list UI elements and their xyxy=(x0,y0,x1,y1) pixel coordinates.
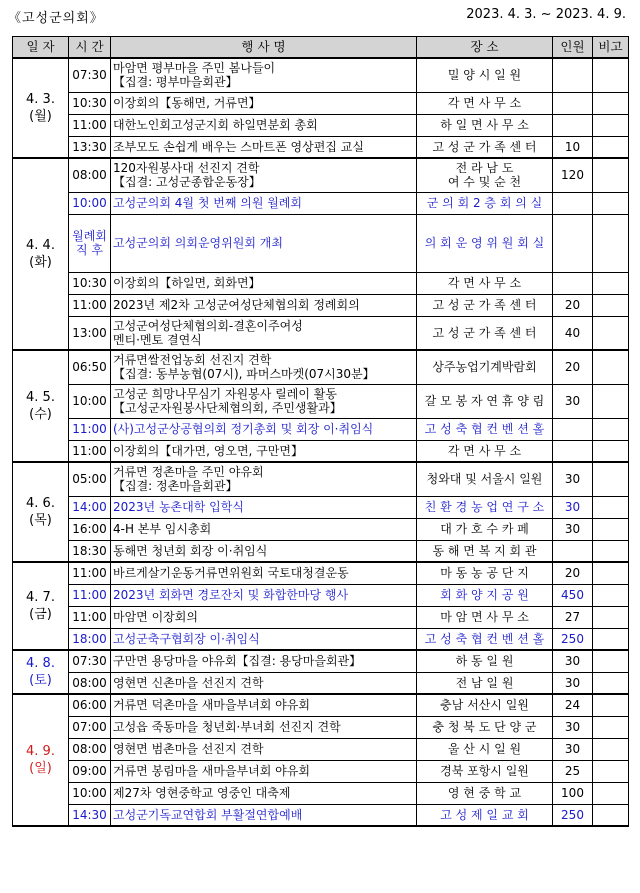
location-cell: 충남 서산시 일원 xyxy=(417,694,553,716)
event-cell: 이장회의【하일면, 회화면】 xyxy=(111,272,417,294)
location-cell: 경북 포항시 일원 xyxy=(417,760,553,782)
table-header-row xyxy=(13,37,629,59)
location-cell: 의 회 운 영 위 원 회 실 xyxy=(417,214,553,272)
note-cell xyxy=(593,672,629,694)
location-cell: 청와대 및 서울시 일원 xyxy=(417,462,553,496)
table-row xyxy=(13,114,629,136)
time-cell: 11:00 xyxy=(69,114,111,136)
note-cell xyxy=(593,192,629,214)
event-cell: 2023년 회화면 경로잔치 및 화합한마당 행사 xyxy=(111,584,417,606)
event-cell: 2023년 제2차 고성군여성단체협의회 정례회의 xyxy=(111,294,417,316)
attendees-cell: 30 xyxy=(553,462,593,496)
table-row xyxy=(13,694,629,716)
note-cell xyxy=(593,540,629,562)
location-cell: 충 청 북 도 단 양 군 xyxy=(417,716,553,738)
day-group xyxy=(13,462,629,562)
time-cell: 11:00 xyxy=(69,584,111,606)
attendees-cell: 30 xyxy=(553,672,593,694)
time-cell: 11:00 xyxy=(69,606,111,628)
attendees-cell: 30 xyxy=(553,518,593,540)
time-cell: 08:00 xyxy=(69,672,111,694)
note-cell xyxy=(593,562,629,584)
time-cell: 07:30 xyxy=(69,58,111,92)
note-cell xyxy=(593,606,629,628)
table-row xyxy=(13,672,629,694)
table-row xyxy=(13,562,629,584)
table-row xyxy=(13,716,629,738)
attendees-cell: 24 xyxy=(553,694,593,716)
day-group xyxy=(13,58,629,158)
time-cell: 13:00 xyxy=(69,316,111,350)
event-cell: 거류면쌀전업농회 선진지 견학 【집결: 동부농협(07시), 파머스마켓(07시30분】 xyxy=(111,350,417,384)
table-row xyxy=(13,294,629,316)
schedule-table xyxy=(12,36,629,827)
table-row xyxy=(13,58,629,92)
date-cell: 4. 5. (수) xyxy=(13,350,69,462)
location-cell: 회 화 양 지 공 원 xyxy=(417,584,553,606)
event-cell: 제27차 영현중학교 영중인 대축제 xyxy=(111,782,417,804)
attendees-cell: 27 xyxy=(553,606,593,628)
time-cell: 11:00 xyxy=(69,562,111,584)
note-cell xyxy=(593,158,629,192)
attendees-cell xyxy=(553,440,593,462)
location-cell: 고 성 축 협 컨 벤 션 홀 xyxy=(417,418,553,440)
event-cell: 고성군여성단체협의회-결혼이주여성 멘티·멘토 결연식 xyxy=(111,316,417,350)
note-cell xyxy=(593,440,629,462)
event-cell: 고성군 희망나무심기 자원봉사 릴레이 활동 【고성군자원봉사단체협의회, 주민생활과】 xyxy=(111,384,417,418)
attendees-cell: 450 xyxy=(553,584,593,606)
time-cell: 05:00 xyxy=(69,462,111,496)
table-row xyxy=(13,518,629,540)
time-cell: 10:00 xyxy=(69,782,111,804)
attendees-cell xyxy=(553,272,593,294)
note-cell xyxy=(593,738,629,760)
col-header-event: 행 사 명 xyxy=(111,37,417,59)
table-row xyxy=(13,272,629,294)
table-row xyxy=(13,540,629,562)
page-header xyxy=(0,0,640,28)
event-cell: 동해면 청년회 회장 이·취임식 xyxy=(111,540,417,562)
attendees-cell xyxy=(553,192,593,214)
col-header-time: 시 간 xyxy=(69,37,111,59)
event-cell: 영현면 신촌마을 선진지 견학 xyxy=(111,672,417,694)
note-cell xyxy=(593,804,629,826)
attendees-cell: 250 xyxy=(553,628,593,650)
event-cell: 이장회의【대가면, 영오면, 구만면】 xyxy=(111,440,417,462)
location-cell: 하 일 면 사 무 소 xyxy=(417,114,553,136)
event-cell: 고성군의회 4월 첫 번째 의원 월례회 xyxy=(111,192,417,214)
note-cell xyxy=(593,496,629,518)
time-cell: 18:00 xyxy=(69,628,111,650)
location-cell: 고 성 제 일 교 회 xyxy=(417,804,553,826)
time-cell: 06:50 xyxy=(69,350,111,384)
event-cell: 2023년 농촌대학 입학식 xyxy=(111,496,417,518)
event-cell: 고성군의회 의회운영위원회 개최 xyxy=(111,214,417,272)
attendees-cell: 20 xyxy=(553,350,593,384)
attendees-cell: 20 xyxy=(553,294,593,316)
table-row xyxy=(13,192,629,214)
council-title: 《고성군의회》 xyxy=(8,11,104,26)
date-cell: 4. 3. (월) xyxy=(13,58,69,158)
note-cell xyxy=(593,418,629,440)
time-cell: 11:00 xyxy=(69,294,111,316)
table-row xyxy=(13,804,629,826)
time-cell: 09:00 xyxy=(69,760,111,782)
table-row xyxy=(13,738,629,760)
table-row xyxy=(13,384,629,418)
table-row xyxy=(13,350,629,384)
location-cell: 갈 모 봉 자 연 휴 양 림 xyxy=(417,384,553,418)
event-cell: 구만면 용당마을 야유회【집결: 용당마을회관】 xyxy=(111,650,417,672)
time-cell: 18:30 xyxy=(69,540,111,562)
attendees-cell: 120 xyxy=(553,158,593,192)
event-cell: 거류면 정촌마을 주민 야유회 【집결: 정촌마을회관】 xyxy=(111,462,417,496)
attendees-cell xyxy=(553,540,593,562)
note-cell xyxy=(593,628,629,650)
time-cell: 11:00 xyxy=(69,418,111,440)
table-row xyxy=(13,496,629,518)
time-cell: 08:00 xyxy=(69,158,111,192)
note-cell xyxy=(593,114,629,136)
note-cell xyxy=(593,272,629,294)
attendees-cell xyxy=(553,418,593,440)
attendees-cell xyxy=(553,92,593,114)
location-cell: 각 면 사 무 소 xyxy=(417,440,553,462)
date-cell: 4. 9. (일) xyxy=(13,694,69,826)
attendees-cell: 100 xyxy=(553,782,593,804)
table-row xyxy=(13,158,629,192)
attendees-cell: 20 xyxy=(553,562,593,584)
time-cell: 10:00 xyxy=(69,192,111,214)
note-cell xyxy=(593,214,629,272)
time-cell: 11:00 xyxy=(69,440,111,462)
time-cell: 10:30 xyxy=(69,272,111,294)
location-cell: 상주농업기계박람회 xyxy=(417,350,553,384)
attendees-cell: 30 xyxy=(553,716,593,738)
location-cell: 고 성 축 협 컨 벤 션 홀 xyxy=(417,628,553,650)
col-header-date: 일 자 xyxy=(13,37,69,59)
note-cell xyxy=(593,650,629,672)
note-cell xyxy=(593,462,629,496)
table-row xyxy=(13,782,629,804)
event-cell: (사)고성군상공협의회 정기총회 및 회장 이·취임식 xyxy=(111,418,417,440)
location-cell: 각 면 사 무 소 xyxy=(417,272,553,294)
time-cell: 08:00 xyxy=(69,738,111,760)
location-cell: 고 성 군 가 족 센 터 xyxy=(417,294,553,316)
location-cell: 전 남 일 원 xyxy=(417,672,553,694)
location-cell: 대 가 호 수 카 페 xyxy=(417,518,553,540)
note-cell xyxy=(593,584,629,606)
attendees-cell xyxy=(553,114,593,136)
note-cell xyxy=(593,294,629,316)
col-header-note: 비고 xyxy=(593,37,629,59)
event-cell: 마암면 이장회의 xyxy=(111,606,417,628)
note-cell xyxy=(593,350,629,384)
time-cell: 06:00 xyxy=(69,694,111,716)
note-cell xyxy=(593,694,629,716)
table-row xyxy=(13,628,629,650)
table-row xyxy=(13,418,629,440)
location-cell: 친 환 경 농 업 연 구 소 xyxy=(417,496,553,518)
event-cell: 대한노인회고성군지회 하일면분회 총회 xyxy=(111,114,417,136)
event-cell: 바르게살기운동거류면위원회 국토대청결운동 xyxy=(111,562,417,584)
table-row xyxy=(13,462,629,496)
time-cell: 16:00 xyxy=(69,518,111,540)
attendees-cell: 10 xyxy=(553,136,593,158)
table-row xyxy=(13,214,629,272)
location-cell: 고 성 군 가 족 센 터 xyxy=(417,136,553,158)
event-cell: 이장회의【동해면, 거류면】 xyxy=(111,92,417,114)
location-cell: 군 의 회 2 층 회 의 실 xyxy=(417,192,553,214)
location-cell: 영 현 중 학 교 xyxy=(417,782,553,804)
table-row xyxy=(13,440,629,462)
event-cell: 120자원봉사대 선진지 견학 【집결: 고성군종합운동장】 xyxy=(111,158,417,192)
table-row xyxy=(13,650,629,672)
location-cell: 마 암 면 사 무 소 xyxy=(417,606,553,628)
event-cell: 거류면 봉림마을 새마을부녀회 야유회 xyxy=(111,760,417,782)
day-group xyxy=(13,694,629,826)
attendees-cell: 250 xyxy=(553,804,593,826)
event-cell: 고성군기독교연합회 부활절연합예배 xyxy=(111,804,417,826)
note-cell xyxy=(593,760,629,782)
note-cell xyxy=(593,716,629,738)
date-cell: 4. 4. (화) xyxy=(13,158,69,350)
time-cell: 월례회 직 후 xyxy=(69,214,111,272)
note-cell xyxy=(593,58,629,92)
location-cell: 하 동 일 원 xyxy=(417,650,553,672)
attendees-cell: 30 xyxy=(553,496,593,518)
time-cell: 14:30 xyxy=(69,804,111,826)
location-cell: 울 산 시 일 원 xyxy=(417,738,553,760)
event-cell: 거류면 덕촌마을 새마을부녀회 야유회 xyxy=(111,694,417,716)
note-cell xyxy=(593,518,629,540)
attendees-cell: 30 xyxy=(553,738,593,760)
note-cell xyxy=(593,782,629,804)
table-row xyxy=(13,606,629,628)
time-cell: 10:00 xyxy=(69,384,111,418)
day-group xyxy=(13,350,629,462)
time-cell: 13:30 xyxy=(69,136,111,158)
date-cell: 4. 7. (금) xyxy=(13,562,69,650)
date-cell: 4. 6. (목) xyxy=(13,462,69,562)
location-cell: 동 해 면 복 지 회 관 xyxy=(417,540,553,562)
location-cell: 밀 양 시 일 원 xyxy=(417,58,553,92)
time-cell: 07:00 xyxy=(69,716,111,738)
location-cell: 고 성 군 가 족 센 터 xyxy=(417,316,553,350)
location-cell: 마 동 농 공 단 지 xyxy=(417,562,553,584)
day-group xyxy=(13,650,629,694)
day-group xyxy=(13,562,629,650)
day-group xyxy=(13,158,629,350)
location-cell: 전 라 남 도 여 수 및 순 천 xyxy=(417,158,553,192)
time-cell: 10:30 xyxy=(69,92,111,114)
time-cell: 07:30 xyxy=(69,650,111,672)
table-row xyxy=(13,760,629,782)
event-cell: 4-H 본부 임시총회 xyxy=(111,518,417,540)
attendees-cell: 25 xyxy=(553,760,593,782)
note-cell xyxy=(593,316,629,350)
event-cell: 고성군축구협회장 이·취임식 xyxy=(111,628,417,650)
table-row xyxy=(13,584,629,606)
event-cell: 고성읍 죽동마을 청년회·부녀회 선진지 견학 xyxy=(111,716,417,738)
note-cell xyxy=(593,136,629,158)
location-cell: 각 면 사 무 소 xyxy=(417,92,553,114)
note-cell xyxy=(593,92,629,114)
event-cell: 영현면 범촌마을 선진지 견학 xyxy=(111,738,417,760)
attendees-cell: 40 xyxy=(553,316,593,350)
attendees-cell xyxy=(553,58,593,92)
date-cell: 4. 8. (토) xyxy=(13,650,69,694)
table-row xyxy=(13,92,629,114)
col-header-location: 장 소 xyxy=(417,37,553,59)
attendees-cell: 30 xyxy=(553,650,593,672)
time-cell: 14:00 xyxy=(69,496,111,518)
note-cell xyxy=(593,384,629,418)
col-header-attendees: 인원 xyxy=(553,37,593,59)
event-cell: 조부모도 손쉽게 배우는 스마트폰 영상편집 교실 xyxy=(111,136,417,158)
table-row xyxy=(13,316,629,350)
event-cell: 마암면 평부마을 주민 봄나들이 【집결: 평부마을회관】 xyxy=(111,58,417,92)
attendees-cell: 30 xyxy=(553,384,593,418)
schedule-period: 2023. 4. 3. ~ 2023. 4. 9. xyxy=(466,7,626,22)
attendees-cell xyxy=(553,214,593,272)
table-row xyxy=(13,136,629,158)
